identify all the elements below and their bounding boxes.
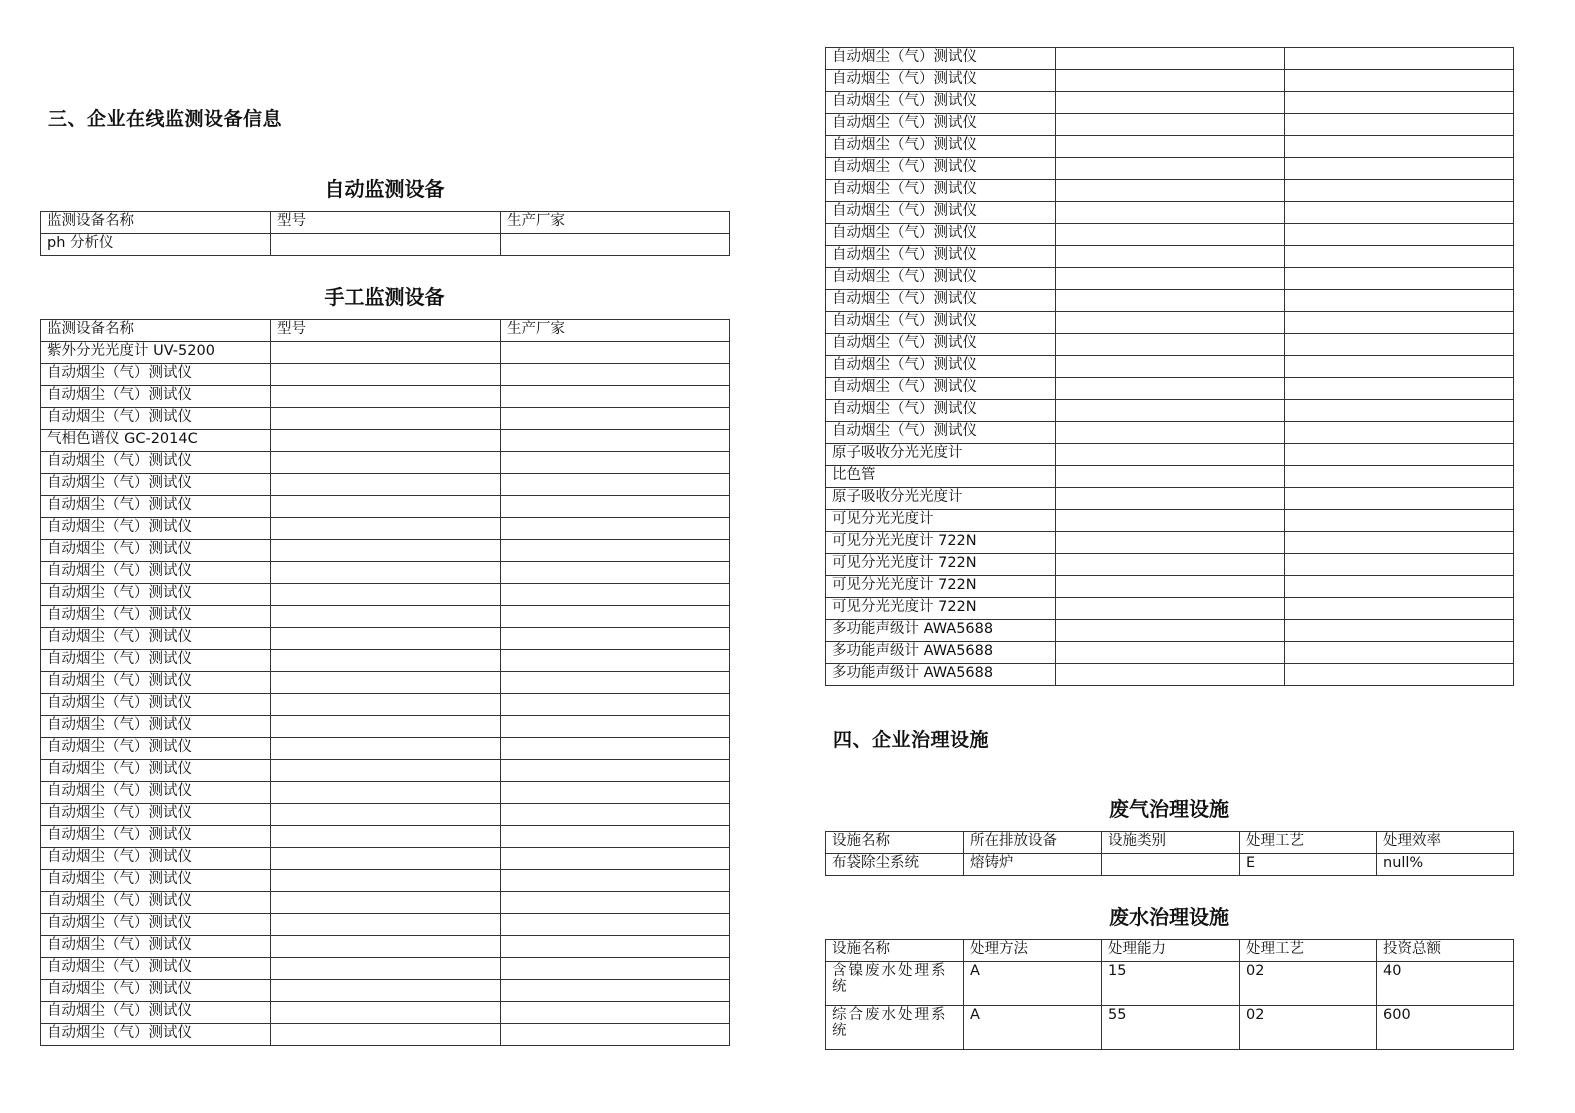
table-cell: [501, 914, 730, 936]
column-header: 监测设备名称: [41, 212, 271, 234]
table-cell: [1056, 620, 1285, 642]
column-header: 生产厂家: [501, 320, 730, 342]
table-cell: 自动烟尘（气）测试仪: [41, 738, 271, 760]
table-cell: [1056, 466, 1285, 488]
table-cell: [1056, 312, 1285, 334]
table-row: [826, 1006, 1514, 1050]
column-header: 处理效率: [1377, 832, 1514, 854]
table-cell: 自动烟尘（气）测试仪: [41, 650, 271, 672]
table-cell: [271, 694, 501, 716]
table-row: [826, 466, 1514, 488]
table-row: [826, 312, 1514, 334]
table-cell: [501, 782, 730, 804]
table-row: [826, 532, 1514, 554]
table-row: [826, 510, 1514, 532]
table-row: [41, 782, 730, 804]
table-cell: [271, 606, 501, 628]
table-cell: 可见分光光度计 722N: [826, 598, 1056, 620]
table-cell: [1056, 92, 1285, 114]
table-cell: 原子吸收分光光度计: [826, 488, 1056, 510]
table-cell: [1056, 290, 1285, 312]
table-row: [41, 936, 730, 958]
table-row: [826, 620, 1514, 642]
table-cell: [1285, 136, 1514, 158]
table-cell: 比色管: [826, 466, 1056, 488]
table-cell: [501, 474, 730, 496]
table-cell: 自动烟尘（气）测试仪: [826, 378, 1056, 400]
table-cell: 自动烟尘（气）测试仪: [41, 408, 271, 430]
table-row: [41, 804, 730, 826]
table-cell: [1056, 400, 1285, 422]
table-row: [41, 540, 730, 562]
table-cell: [1056, 444, 1285, 466]
table-cell: [501, 892, 730, 914]
table-cell: 综合废水处理系统: [826, 1006, 964, 1050]
table-cell: [1285, 466, 1514, 488]
section-heading-treatment: 四、企业治理设施: [833, 729, 990, 751]
table-cell: [271, 364, 501, 386]
table-row: [826, 576, 1514, 598]
table-cell: 自动烟尘（气）测试仪: [41, 936, 271, 958]
table-cell: [271, 1002, 501, 1024]
table-cell: 自动烟尘（气）测试仪: [41, 716, 271, 738]
table-row: [41, 848, 730, 870]
table-cell: [1285, 620, 1514, 642]
table-header-row: [826, 940, 1514, 962]
table-cell: [271, 496, 501, 518]
table-cell: 自动烟尘（气）测试仪: [41, 584, 271, 606]
table-cell: [1056, 356, 1285, 378]
table-cell: [1285, 202, 1514, 224]
table-cell: [1056, 136, 1285, 158]
table-cell: A: [964, 962, 1102, 1006]
table-header-row: [826, 832, 1514, 854]
table-cell: [1056, 158, 1285, 180]
table-cell: [271, 738, 501, 760]
table-cell: [1285, 224, 1514, 246]
table-row: [826, 92, 1514, 114]
table-cell: 600: [1377, 1006, 1514, 1050]
table-cell: [271, 562, 501, 584]
table-cell: [501, 650, 730, 672]
table-cell: 自动烟尘（气）测试仪: [41, 628, 271, 650]
table-cell: [501, 1024, 730, 1046]
table-cell: [501, 364, 730, 386]
auto-monitoring-title: 自动监测设备: [324, 177, 445, 201]
table-row: [826, 664, 1514, 686]
table-cell: [271, 958, 501, 980]
column-header: 设施名称: [826, 832, 964, 854]
table-row: [826, 854, 1514, 876]
table-cell: 自动烟尘（气）测试仪: [41, 980, 271, 1002]
table-cell: 自动烟尘（气）测试仪: [41, 672, 271, 694]
manual-monitoring-title: 手工监测设备: [324, 285, 445, 309]
manual-monitoring-table-continued: [825, 47, 1514, 686]
table-cell: E: [1240, 854, 1377, 876]
table-header-row: [41, 320, 730, 342]
table-cell: 自动烟尘（气）测试仪: [826, 202, 1056, 224]
table-cell: [1285, 510, 1514, 532]
table-row: [826, 246, 1514, 268]
table-cell: 自动烟尘（气）测试仪: [826, 92, 1056, 114]
table-cell: [1056, 70, 1285, 92]
table-cell: [1056, 510, 1285, 532]
table-cell: 自动烟尘（气）测试仪: [41, 914, 271, 936]
table-cell: [501, 452, 730, 474]
table-cell: 原子吸收分光光度计: [826, 444, 1056, 466]
table-cell: [1056, 202, 1285, 224]
table-cell: 自动烟尘（气）测试仪: [826, 136, 1056, 158]
table-cell: 自动烟尘（气）测试仪: [826, 70, 1056, 92]
table-row: [41, 870, 730, 892]
table-cell: [1056, 576, 1285, 598]
table-cell: [1285, 70, 1514, 92]
water-treatment-title: 废水治理设施: [1109, 905, 1229, 929]
table-cell: [501, 584, 730, 606]
table-cell: 02: [1240, 1006, 1377, 1050]
table-row: [41, 694, 730, 716]
table-row: [41, 716, 730, 738]
table-row: [826, 48, 1514, 70]
table-cell: [271, 914, 501, 936]
column-header: 处理能力: [1102, 940, 1240, 962]
table-cell: 自动烟尘（气）测试仪: [41, 540, 271, 562]
table-cell: [271, 1024, 501, 1046]
table-cell: [271, 980, 501, 1002]
table-cell: 自动烟尘（气）测试仪: [826, 290, 1056, 312]
table-cell: [1056, 554, 1285, 576]
table-row: [826, 180, 1514, 202]
table-cell: 自动烟尘（气）测试仪: [41, 826, 271, 848]
table-row: [826, 114, 1514, 136]
table-cell: 可见分光光度计 722N: [826, 554, 1056, 576]
table-cell: [1285, 290, 1514, 312]
table-cell: 自动烟尘（气）测试仪: [41, 892, 271, 914]
table-row: [826, 422, 1514, 444]
table-cell: 自动烟尘（气）测试仪: [41, 804, 271, 826]
table-row: [41, 650, 730, 672]
table-row: [826, 334, 1514, 356]
table-cell: [501, 628, 730, 650]
table-cell: [271, 430, 501, 452]
table-cell: 自动烟尘（气）测试仪: [41, 760, 271, 782]
table-cell: [501, 1002, 730, 1024]
table-cell: 自动烟尘（气）测试仪: [41, 496, 271, 518]
table-cell: [1285, 268, 1514, 290]
table-row: [826, 136, 1514, 158]
table-row: [826, 290, 1514, 312]
table-row: [41, 474, 730, 496]
table-cell: [501, 540, 730, 562]
table-cell: 自动烟尘（气）测试仪: [826, 312, 1056, 334]
table-cell: [271, 540, 501, 562]
table-row: [826, 444, 1514, 466]
table-cell: 自动烟尘（气）测试仪: [826, 48, 1056, 70]
table-row: [826, 268, 1514, 290]
table-cell: [1285, 158, 1514, 180]
table-cell: [501, 342, 730, 364]
table-cell: 自动烟尘（气）测试仪: [41, 606, 271, 628]
table-row: [41, 760, 730, 782]
table-cell: [1285, 246, 1514, 268]
table-cell: 自动烟尘（气）测试仪: [41, 870, 271, 892]
table-cell: [271, 650, 501, 672]
table-cell: [1285, 532, 1514, 554]
table-cell: [501, 738, 730, 760]
table-cell: [1285, 664, 1514, 686]
table-cell: [271, 628, 501, 650]
table-cell: [1102, 854, 1240, 876]
table-cell: 多功能声级计 AWA5688: [826, 642, 1056, 664]
table-cell: [501, 694, 730, 716]
table-row: [826, 356, 1514, 378]
column-header: 处理工艺: [1240, 832, 1377, 854]
table-cell: [501, 936, 730, 958]
table-row: [826, 202, 1514, 224]
table-cell: [1056, 246, 1285, 268]
table-cell: [1285, 356, 1514, 378]
table-row: [826, 224, 1514, 246]
table-row: [826, 488, 1514, 510]
table-cell: [271, 870, 501, 892]
column-header: 监测设备名称: [41, 320, 271, 342]
table-cell: 自动烟尘（气）测试仪: [826, 422, 1056, 444]
column-header: 设施名称: [826, 940, 964, 962]
gas-treatment-title: 废气治理设施: [1109, 797, 1229, 821]
table-cell: [501, 804, 730, 826]
table-cell: 自动烟尘（气）测试仪: [826, 180, 1056, 202]
table-cell: 熔铸炉: [964, 854, 1102, 876]
table-cell: 自动烟尘（气）测试仪: [826, 400, 1056, 422]
table-row: [41, 562, 730, 584]
table-row: [826, 642, 1514, 664]
table-row: [41, 628, 730, 650]
table-cell: 自动烟尘（气）测试仪: [41, 848, 271, 870]
table-cell: [501, 386, 730, 408]
table-row: [41, 496, 730, 518]
table-cell: 15: [1102, 962, 1240, 1006]
table-cell: 自动烟尘（气）测试仪: [41, 782, 271, 804]
table-cell: [1056, 268, 1285, 290]
table-row: [826, 378, 1514, 400]
table-cell: 55: [1102, 1006, 1240, 1050]
column-header: 设施类别: [1102, 832, 1240, 854]
table-cell: 自动烟尘（气）测试仪: [41, 1002, 271, 1024]
table-cell: 自动烟尘（气）测试仪: [41, 364, 271, 386]
table-cell: [271, 826, 501, 848]
table-cell: [1285, 422, 1514, 444]
table-cell: [1056, 224, 1285, 246]
table-cell: [271, 848, 501, 870]
table-cell: 自动烟尘（气）测试仪: [826, 224, 1056, 246]
table-cell: 02: [1240, 962, 1377, 1006]
table-row: [41, 234, 730, 256]
table-cell: [501, 234, 730, 256]
table-cell: [501, 496, 730, 518]
table-cell: 自动烟尘（气）测试仪: [826, 158, 1056, 180]
table-cell: [271, 716, 501, 738]
table-cell: 可见分光光度计 722N: [826, 532, 1056, 554]
table-cell: [1285, 114, 1514, 136]
table-cell: [501, 518, 730, 540]
table-cell: 自动烟尘（气）测试仪: [41, 518, 271, 540]
table-cell: 40: [1377, 962, 1514, 1006]
column-header: 生产厂家: [501, 212, 730, 234]
table-cell: [1056, 48, 1285, 70]
table-row: [826, 70, 1514, 92]
table-cell: 自动烟尘（气）测试仪: [826, 114, 1056, 136]
table-cell: [1285, 554, 1514, 576]
table-row: [41, 518, 730, 540]
table-cell: 自动烟尘（气）测试仪: [41, 1024, 271, 1046]
table-cell: [1285, 598, 1514, 620]
table-row: [41, 606, 730, 628]
table-cell: 自动烟尘（气）测试仪: [826, 246, 1056, 268]
manual-monitoring-table: [40, 319, 730, 1046]
table-cell: [271, 474, 501, 496]
table-row: [41, 980, 730, 1002]
table-row: [826, 400, 1514, 422]
section-heading-monitoring: 三、企业在线监测设备信息: [48, 108, 283, 130]
table-row: [41, 1024, 730, 1046]
table-cell: [1285, 180, 1514, 202]
table-cell: [1056, 378, 1285, 400]
table-row: [41, 364, 730, 386]
auto-monitoring-table: [40, 211, 730, 256]
table-cell: [1056, 642, 1285, 664]
table-row: [826, 598, 1514, 620]
table-cell: 自动烟尘（气）测试仪: [41, 452, 271, 474]
column-header: 投资总额: [1377, 940, 1514, 962]
table-cell: 自动烟尘（气）测试仪: [41, 474, 271, 496]
table-cell: [1285, 488, 1514, 510]
table-row: [41, 672, 730, 694]
table-row: [41, 1002, 730, 1024]
table-cell: [1056, 488, 1285, 510]
table-row: [41, 386, 730, 408]
table-cell: [501, 958, 730, 980]
table-row: [41, 826, 730, 848]
table-row: [826, 962, 1514, 1006]
table-row: [41, 342, 730, 364]
table-cell: [501, 870, 730, 892]
table-cell: [1285, 378, 1514, 400]
table-cell: [271, 386, 501, 408]
table-cell: [1056, 598, 1285, 620]
table-row: [41, 892, 730, 914]
table-cell: 含镍废水处理系统: [826, 962, 964, 1006]
table-cell: [271, 452, 501, 474]
table-cell: [271, 234, 501, 256]
table-cell: [501, 826, 730, 848]
table-cell: [1285, 400, 1514, 422]
table-cell: [271, 804, 501, 826]
column-header: 型号: [271, 320, 501, 342]
table-row: [41, 914, 730, 936]
table-cell: [1285, 312, 1514, 334]
table-row: [41, 452, 730, 474]
table-cell: [1285, 444, 1514, 466]
table-row: [826, 158, 1514, 180]
table-cell: [501, 430, 730, 452]
table-cell: [1285, 576, 1514, 598]
table-row: [826, 554, 1514, 576]
table-cell: [1056, 532, 1285, 554]
table-cell: [501, 606, 730, 628]
table-cell: [271, 408, 501, 430]
table-cell: [1285, 334, 1514, 356]
table-cell: [501, 980, 730, 1002]
column-header: 型号: [271, 212, 501, 234]
table-cell: 自动烟尘（气）测试仪: [41, 386, 271, 408]
table-cell: [271, 518, 501, 540]
table-cell: [271, 782, 501, 804]
table-cell: 自动烟尘（气）测试仪: [826, 356, 1056, 378]
table-cell: [501, 848, 730, 870]
column-header: 处理工艺: [1240, 940, 1377, 962]
table-row: [41, 430, 730, 452]
table-cell: [1285, 48, 1514, 70]
table-cell: [1056, 664, 1285, 686]
table-cell: [501, 408, 730, 430]
table-cell: 自动烟尘（气）测试仪: [41, 694, 271, 716]
table-cell: [271, 342, 501, 364]
table-cell: 自动烟尘（气）测试仪: [826, 268, 1056, 290]
table-cell: [271, 760, 501, 782]
column-header: 处理方法: [964, 940, 1102, 962]
water-treatment-table: [825, 939, 1514, 1050]
table-cell: 紫外分光光度计 UV-5200: [41, 342, 271, 364]
table-cell: A: [964, 1006, 1102, 1050]
table-cell: [501, 672, 730, 694]
table-cell: 自动烟尘（气）测试仪: [826, 334, 1056, 356]
table-cell: [271, 672, 501, 694]
table-row: [41, 958, 730, 980]
table-cell: [501, 716, 730, 738]
table-cell: [1285, 642, 1514, 664]
column-header: 所在排放设备: [964, 832, 1102, 854]
table-cell: ph 分析仪: [41, 234, 271, 256]
table-row: [41, 408, 730, 430]
table-cell: [1056, 334, 1285, 356]
table-row: [41, 738, 730, 760]
table-cell: 布袋除尘系统: [826, 854, 964, 876]
table-cell: 气相色谱仪 GC-2014C: [41, 430, 271, 452]
table-cell: 可见分光光度计 722N: [826, 576, 1056, 598]
table-cell: 多功能声级计 AWA5688: [826, 664, 1056, 686]
table-cell: [501, 562, 730, 584]
table-cell: 自动烟尘（气）测试仪: [41, 562, 271, 584]
table-cell: [1056, 180, 1285, 202]
table-cell: 可见分光光度计: [826, 510, 1056, 532]
table-cell: [1285, 92, 1514, 114]
table-cell: [1056, 422, 1285, 444]
table-cell: [501, 760, 730, 782]
table-row: [41, 584, 730, 606]
table-cell: 自动烟尘（气）测试仪: [41, 958, 271, 980]
table-cell: 多功能声级计 AWA5688: [826, 620, 1056, 642]
table-cell: [271, 892, 501, 914]
gas-treatment-table: [825, 831, 1514, 876]
table-header-row: [41, 212, 730, 234]
table-cell: [1056, 114, 1285, 136]
table-cell: null%: [1377, 854, 1514, 876]
table-cell: [271, 584, 501, 606]
table-cell: [271, 936, 501, 958]
